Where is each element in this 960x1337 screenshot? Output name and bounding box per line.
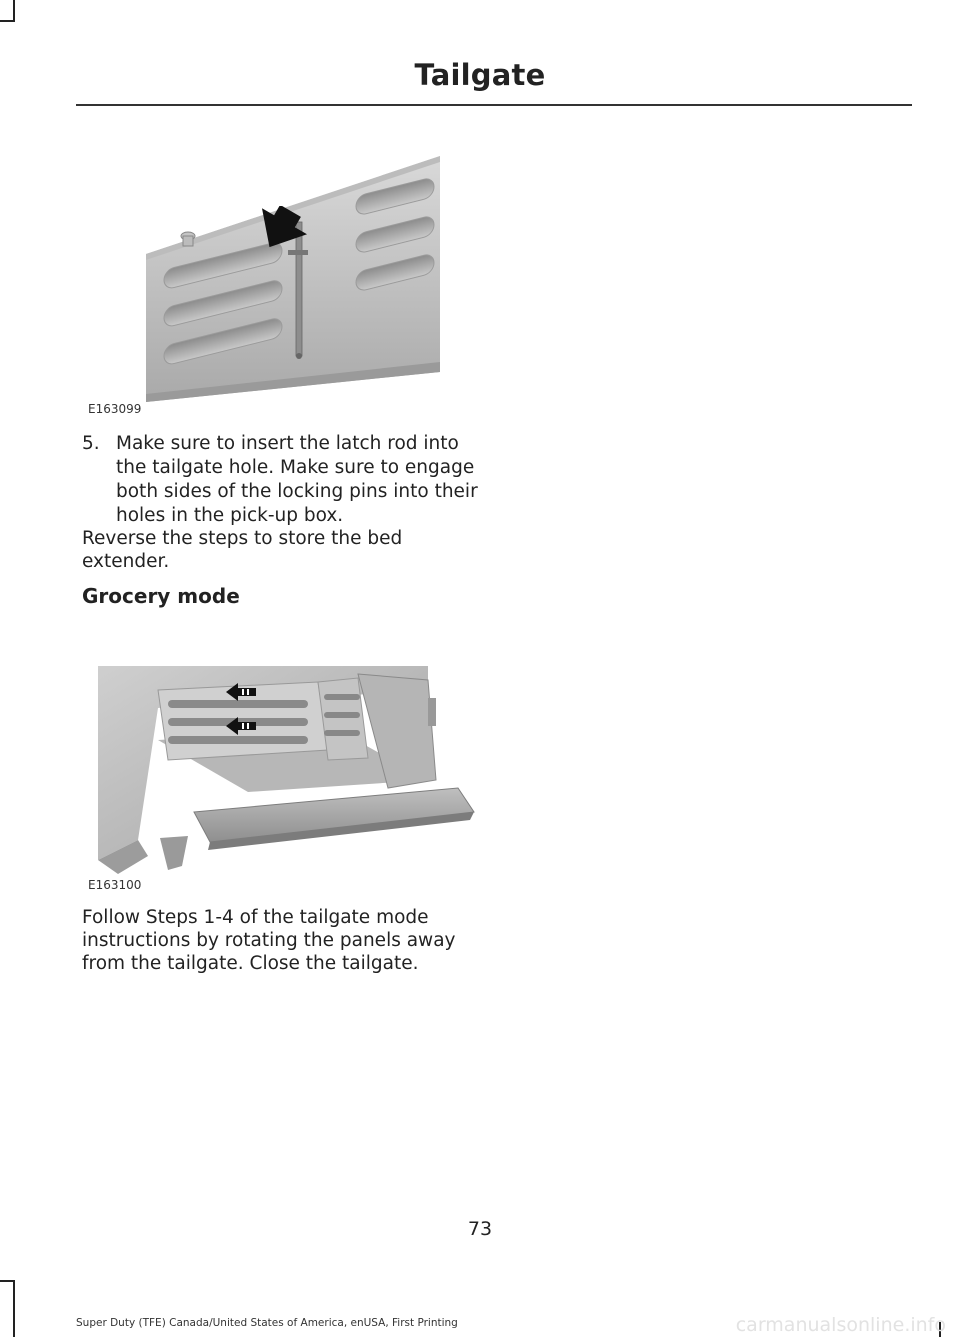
crop-mark-top-left-v <box>13 0 15 22</box>
figure-grocery-mode <box>98 660 476 874</box>
figure-code: E163100 <box>88 878 142 892</box>
watermark: carmanualsonline.info <box>735 1314 946 1336</box>
arrow-down-left-icon <box>250 206 308 252</box>
figure-code: E163099 <box>88 402 142 416</box>
crop-mark-bottom-left-v <box>13 1280 15 1337</box>
crop-mark-top-left-h <box>0 20 15 22</box>
figure-latch-rod <box>84 150 476 412</box>
grocery-mode-illustration <box>98 660 476 874</box>
latch-rod-illustration <box>84 150 476 412</box>
step-text: Make sure to insert the latch rod into the tailgate hole. Make sure to engage both sides of the locking pins into their holes in the pick-up box. <box>116 433 478 526</box>
section-heading: Grocery mode <box>82 584 240 608</box>
crop-mark-bottom-left-h <box>0 1280 15 1282</box>
page-number: 73 <box>467 1218 493 1240</box>
arrow-left-icon <box>224 682 258 702</box>
reverse-paragraph: Reverse the steps to store the bed extender. <box>82 528 403 572</box>
header-divider <box>76 104 912 106</box>
step-number: 5. <box>82 433 100 454</box>
step-item <box>82 432 482 528</box>
footer-text: Super Duty (TFE) Canada/United States of America, enUSA, First Printing <box>76 1317 458 1329</box>
page-title: Tailgate <box>414 58 546 92</box>
arrow-left-icon <box>224 716 258 736</box>
follow-paragraph: Follow Steps 1-4 of the tailgate mode instructions by rotating the panels away from the tailgate. Close the tailgate. <box>82 907 456 974</box>
